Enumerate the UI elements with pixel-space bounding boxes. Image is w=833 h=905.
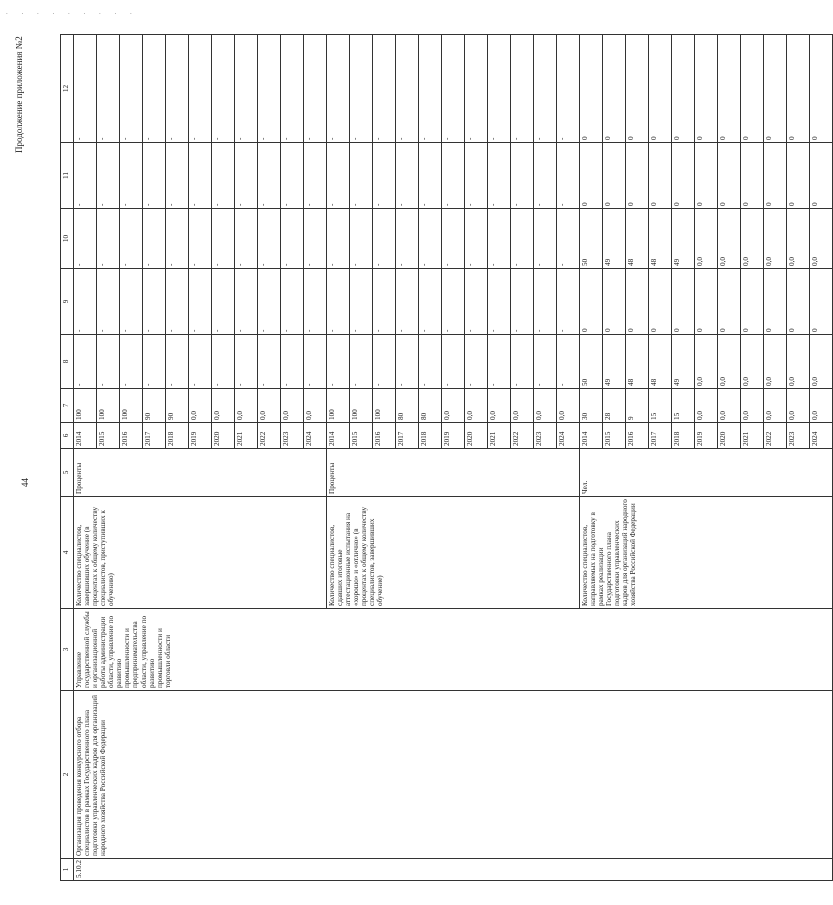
value-cell: - bbox=[189, 143, 212, 209]
year-cell: 2018 bbox=[419, 423, 442, 449]
value-cell: - bbox=[189, 335, 212, 389]
value-cell: 49 bbox=[603, 209, 626, 269]
year-cell: 2018 bbox=[672, 423, 695, 449]
year-cell: 2022 bbox=[511, 423, 534, 449]
value-cell: - bbox=[97, 143, 120, 209]
value-cell: - bbox=[557, 143, 580, 209]
value-cell: 0 bbox=[695, 35, 718, 143]
value-cell: 48 bbox=[649, 209, 672, 269]
value-cell: 0,0 bbox=[235, 389, 258, 423]
year-cell: 2021 bbox=[741, 423, 764, 449]
value-cell: - bbox=[212, 35, 235, 143]
value-cell: - bbox=[304, 143, 327, 209]
value-cell: 0 bbox=[672, 35, 695, 143]
value-cell: - bbox=[350, 269, 373, 335]
value-cell: - bbox=[557, 335, 580, 389]
value-cell: 0 bbox=[603, 143, 626, 209]
value-cell: - bbox=[327, 35, 350, 143]
value-cell: - bbox=[373, 143, 396, 209]
value-cell: - bbox=[258, 209, 281, 269]
value-cell: 100 bbox=[120, 389, 143, 423]
value-cell: 0 bbox=[764, 143, 787, 209]
value-cell: - bbox=[373, 335, 396, 389]
value-cell: - bbox=[396, 269, 419, 335]
year-cell: 2024 bbox=[304, 423, 327, 449]
value-cell: - bbox=[488, 35, 511, 143]
value-cell: 0 bbox=[741, 35, 764, 143]
value-cell: - bbox=[350, 335, 373, 389]
value-cell: 0 bbox=[626, 269, 649, 335]
year-cell: 2024 bbox=[557, 423, 580, 449]
value-cell: 0,0 bbox=[557, 389, 580, 423]
value-cell: 0,0 bbox=[741, 389, 764, 423]
value-cell: 80 bbox=[396, 389, 419, 423]
value-cell: - bbox=[235, 35, 258, 143]
year-cell: 2024 bbox=[810, 423, 833, 449]
value-cell: - bbox=[419, 143, 442, 209]
value-cell: - bbox=[442, 143, 465, 209]
year-cell: 2023 bbox=[787, 423, 810, 449]
value-cell: - bbox=[350, 143, 373, 209]
value-cell: - bbox=[327, 269, 350, 335]
year-cell: 2020 bbox=[465, 423, 488, 449]
value-cell: - bbox=[373, 35, 396, 143]
year-cell: 2023 bbox=[534, 423, 557, 449]
value-cell: - bbox=[74, 35, 97, 143]
value-cell: - bbox=[373, 209, 396, 269]
value-cell: - bbox=[166, 335, 189, 389]
year-cell: 2017 bbox=[649, 423, 672, 449]
value-cell: - bbox=[235, 335, 258, 389]
value-cell: - bbox=[465, 143, 488, 209]
value-cell: - bbox=[557, 209, 580, 269]
value-cell: - bbox=[166, 209, 189, 269]
value-cell: - bbox=[511, 35, 534, 143]
column-number: 3 bbox=[61, 609, 74, 691]
value-cell: - bbox=[534, 35, 557, 143]
year-cell: 2015 bbox=[97, 423, 120, 449]
value-cell: - bbox=[281, 335, 304, 389]
value-cell: 0 bbox=[672, 143, 695, 209]
year-cell: 2019 bbox=[442, 423, 465, 449]
value-cell: - bbox=[189, 269, 212, 335]
header-row bbox=[61, 35, 74, 881]
value-cell: 80 bbox=[419, 389, 442, 423]
value-cell: - bbox=[488, 335, 511, 389]
value-cell: - bbox=[534, 269, 557, 335]
year-cell: 2014 bbox=[74, 423, 97, 449]
value-cell: 0 bbox=[695, 269, 718, 335]
rotated-sheet bbox=[10, 10, 819, 895]
value-cell: - bbox=[189, 35, 212, 143]
year-cell: 2022 bbox=[764, 423, 787, 449]
year-cell: 2021 bbox=[235, 423, 258, 449]
value-cell: 0,0 bbox=[442, 389, 465, 423]
value-cell: 15 bbox=[649, 389, 672, 423]
value-cell: 0,0 bbox=[764, 389, 787, 423]
year-cell: 2019 bbox=[695, 423, 718, 449]
value-cell: - bbox=[120, 35, 143, 143]
value-cell: 0,0 bbox=[764, 209, 787, 269]
value-cell: 0 bbox=[580, 269, 603, 335]
value-cell: - bbox=[74, 209, 97, 269]
value-cell: - bbox=[235, 143, 258, 209]
value-cell: - bbox=[419, 209, 442, 269]
value-cell: - bbox=[419, 335, 442, 389]
column-number: 12 bbox=[61, 35, 74, 143]
value-cell: 0,0 bbox=[718, 335, 741, 389]
value-cell: - bbox=[350, 35, 373, 143]
value-cell: 100 bbox=[373, 389, 396, 423]
year-cell: 2023 bbox=[281, 423, 304, 449]
value-cell: - bbox=[557, 35, 580, 143]
value-cell: 0 bbox=[787, 143, 810, 209]
indicator-name: Количество специалистов, сдавших итоговые аттестационные испытания на «хорошо» и «отлично» (в процентах к общему количеству специалистов, завершивших обучение) bbox=[327, 497, 580, 609]
value-cell: 100 bbox=[327, 389, 350, 423]
value-cell: - bbox=[465, 209, 488, 269]
value-cell: 30 bbox=[580, 389, 603, 423]
value-cell: 90 bbox=[143, 389, 166, 423]
year-cell: 2021 bbox=[488, 423, 511, 449]
value-cell: - bbox=[488, 209, 511, 269]
value-cell: - bbox=[74, 143, 97, 209]
value-cell: 0,0 bbox=[511, 389, 534, 423]
row-number: 5.10.2 bbox=[74, 859, 833, 881]
column-number: 10 bbox=[61, 209, 74, 269]
value-cell: 0 bbox=[718, 269, 741, 335]
scan-artifact: . . . . . . . . . bbox=[6, 8, 138, 16]
value-cell: - bbox=[143, 209, 166, 269]
indicator-unit: Проценты bbox=[74, 449, 327, 497]
value-cell: - bbox=[120, 269, 143, 335]
value-cell: - bbox=[488, 269, 511, 335]
year-cell: 2014 bbox=[580, 423, 603, 449]
year-cell: 2019 bbox=[189, 423, 212, 449]
value-cell: - bbox=[304, 35, 327, 143]
value-cell: - bbox=[373, 269, 396, 335]
value-cell: 100 bbox=[97, 389, 120, 423]
year-cell: 2014 bbox=[327, 423, 350, 449]
value-cell: 0,0 bbox=[741, 209, 764, 269]
value-cell: - bbox=[327, 143, 350, 209]
value-cell: 0,0 bbox=[281, 389, 304, 423]
value-cell: - bbox=[396, 209, 419, 269]
value-cell: - bbox=[534, 143, 557, 209]
value-cell: 0 bbox=[580, 143, 603, 209]
column-number: 7 bbox=[61, 389, 74, 423]
value-cell: 0,0 bbox=[810, 389, 833, 423]
value-cell: 0,0 bbox=[810, 335, 833, 389]
value-cell: - bbox=[235, 209, 258, 269]
value-cell: 28 bbox=[603, 389, 626, 423]
value-cell: 49 bbox=[672, 335, 695, 389]
value-cell: - bbox=[304, 209, 327, 269]
value-cell: - bbox=[281, 209, 304, 269]
value-cell: - bbox=[281, 269, 304, 335]
year-cell: 2017 bbox=[143, 423, 166, 449]
table-row bbox=[74, 35, 97, 881]
value-cell: - bbox=[488, 143, 511, 209]
value-cell: - bbox=[143, 143, 166, 209]
value-cell: 0 bbox=[626, 143, 649, 209]
year-cell: 2017 bbox=[396, 423, 419, 449]
value-cell: 0,0 bbox=[695, 389, 718, 423]
value-cell: 48 bbox=[626, 209, 649, 269]
value-cell: 0,0 bbox=[810, 209, 833, 269]
value-cell: - bbox=[534, 335, 557, 389]
value-cell: 100 bbox=[74, 389, 97, 423]
value-cell: - bbox=[74, 335, 97, 389]
value-cell: - bbox=[235, 269, 258, 335]
value-cell: 0,0 bbox=[787, 335, 810, 389]
value-cell: - bbox=[74, 269, 97, 335]
value-cell: 0,0 bbox=[189, 389, 212, 423]
year-cell: 2020 bbox=[212, 423, 235, 449]
value-cell: - bbox=[465, 335, 488, 389]
value-cell: - bbox=[97, 35, 120, 143]
value-cell: - bbox=[350, 209, 373, 269]
value-cell: - bbox=[212, 335, 235, 389]
value-cell: - bbox=[166, 143, 189, 209]
value-cell: 50 bbox=[580, 209, 603, 269]
value-cell: - bbox=[442, 269, 465, 335]
value-cell: - bbox=[442, 35, 465, 143]
value-cell: 15 bbox=[672, 389, 695, 423]
value-cell: 0,0 bbox=[465, 389, 488, 423]
value-cell: 0,0 bbox=[764, 335, 787, 389]
value-cell: 0,0 bbox=[304, 389, 327, 423]
value-cell: 0,0 bbox=[488, 389, 511, 423]
value-cell: 0 bbox=[649, 35, 672, 143]
value-cell: 0 bbox=[580, 35, 603, 143]
value-cell: 0 bbox=[787, 35, 810, 143]
column-number: 9 bbox=[61, 269, 74, 335]
value-cell: - bbox=[120, 335, 143, 389]
year-cell: 2016 bbox=[626, 423, 649, 449]
year-cell: 2022 bbox=[258, 423, 281, 449]
value-cell: 0 bbox=[649, 269, 672, 335]
value-cell: - bbox=[304, 269, 327, 335]
year-cell: 2016 bbox=[120, 423, 143, 449]
value-cell: - bbox=[258, 335, 281, 389]
value-cell: - bbox=[97, 209, 120, 269]
value-cell: - bbox=[143, 35, 166, 143]
value-cell: - bbox=[419, 269, 442, 335]
value-cell: - bbox=[511, 335, 534, 389]
value-cell: - bbox=[120, 143, 143, 209]
value-cell: - bbox=[327, 209, 350, 269]
executor-name: Управление государственной службы и организационной работы администрации области, управление по развитию промышленности и предпринимательства области, управление по развитию промышленности и торговли области bbox=[74, 609, 833, 691]
value-cell: - bbox=[465, 269, 488, 335]
value-cell: 0 bbox=[787, 269, 810, 335]
column-number: 5 bbox=[61, 449, 74, 497]
value-cell: - bbox=[511, 269, 534, 335]
value-cell: - bbox=[511, 143, 534, 209]
value-cell: - bbox=[442, 209, 465, 269]
column-number: 11 bbox=[61, 143, 74, 209]
value-cell: - bbox=[212, 269, 235, 335]
year-cell: 2020 bbox=[718, 423, 741, 449]
indicators-table bbox=[60, 34, 833, 881]
value-cell: 49 bbox=[603, 335, 626, 389]
value-cell: - bbox=[212, 143, 235, 209]
indicator-name: Количество специалистов, завершивших обучение (в процентах к общему количеству специалистов, приступивших к обучению) bbox=[74, 497, 327, 609]
value-cell: 49 bbox=[672, 209, 695, 269]
value-cell: - bbox=[511, 209, 534, 269]
value-cell: 0 bbox=[764, 35, 787, 143]
year-cell: 2016 bbox=[373, 423, 396, 449]
column-number: 4 bbox=[61, 497, 74, 609]
column-number: 8 bbox=[61, 335, 74, 389]
value-cell: 0 bbox=[672, 269, 695, 335]
value-cell: - bbox=[281, 35, 304, 143]
value-cell: - bbox=[304, 335, 327, 389]
value-cell: - bbox=[557, 269, 580, 335]
value-cell: 0 bbox=[810, 35, 833, 143]
value-cell: 0,0 bbox=[787, 209, 810, 269]
value-cell: - bbox=[258, 35, 281, 143]
value-cell: - bbox=[396, 35, 419, 143]
value-cell: 0 bbox=[741, 269, 764, 335]
value-cell: - bbox=[396, 335, 419, 389]
column-number: 1 bbox=[61, 859, 74, 881]
value-cell: - bbox=[212, 209, 235, 269]
value-cell: 0,0 bbox=[212, 389, 235, 423]
value-cell: 0,0 bbox=[695, 335, 718, 389]
indicator-name: Количество специалистов, направляемых на подготовку в рамках реализации Государственного плана подготовки управленческих кадров для организаций народного хозяйства Российской Федерации bbox=[580, 497, 833, 609]
value-cell: - bbox=[465, 35, 488, 143]
value-cell: 0,0 bbox=[718, 209, 741, 269]
column-number: 6 bbox=[61, 423, 74, 449]
value-cell: 0 bbox=[810, 143, 833, 209]
value-cell: 90 bbox=[166, 389, 189, 423]
indicator-unit: Проценты bbox=[327, 449, 580, 497]
year-cell: 2015 bbox=[350, 423, 373, 449]
value-cell: - bbox=[396, 143, 419, 209]
value-cell: - bbox=[327, 335, 350, 389]
value-cell: 0,0 bbox=[534, 389, 557, 423]
value-cell: 0,0 bbox=[258, 389, 281, 423]
value-cell: - bbox=[442, 335, 465, 389]
value-cell: 0 bbox=[603, 269, 626, 335]
value-cell: - bbox=[258, 143, 281, 209]
value-cell: - bbox=[97, 269, 120, 335]
value-cell: - bbox=[281, 143, 304, 209]
value-cell: 0 bbox=[764, 269, 787, 335]
year-cell: 2015 bbox=[603, 423, 626, 449]
value-cell: 0 bbox=[718, 143, 741, 209]
value-cell: - bbox=[97, 335, 120, 389]
continuation-label: Продолжение приложения №2 bbox=[14, 36, 24, 153]
value-cell: 9 bbox=[626, 389, 649, 423]
value-cell: 48 bbox=[626, 335, 649, 389]
value-cell: 0 bbox=[695, 143, 718, 209]
value-cell: 0 bbox=[626, 35, 649, 143]
value-cell: 0 bbox=[741, 143, 764, 209]
value-cell: 0 bbox=[810, 269, 833, 335]
column-number: 2 bbox=[61, 691, 74, 859]
value-cell: 48 bbox=[649, 335, 672, 389]
value-cell: - bbox=[143, 335, 166, 389]
value-cell: 50 bbox=[580, 335, 603, 389]
value-cell: 0 bbox=[649, 143, 672, 209]
value-cell: 0,0 bbox=[741, 335, 764, 389]
value-cell: - bbox=[143, 269, 166, 335]
value-cell: - bbox=[534, 209, 557, 269]
value-cell: - bbox=[258, 269, 281, 335]
value-cell: 0,0 bbox=[787, 389, 810, 423]
value-cell: 100 bbox=[350, 389, 373, 423]
value-cell: 0,0 bbox=[718, 389, 741, 423]
value-cell: 0 bbox=[718, 35, 741, 143]
value-cell: - bbox=[166, 35, 189, 143]
value-cell: 0,0 bbox=[695, 209, 718, 269]
year-cell: 2018 bbox=[166, 423, 189, 449]
measure-name: Организация проведения конкурсного отбора специалистов в рамках Государственного плана подготовки управленческих кадров для организаций народного хозяйства Российской Федерации bbox=[74, 691, 833, 859]
value-cell: - bbox=[419, 35, 442, 143]
value-cell: 0 bbox=[603, 35, 626, 143]
value-cell: - bbox=[189, 209, 212, 269]
value-cell: - bbox=[120, 209, 143, 269]
indicator-unit: Чел. bbox=[580, 449, 833, 497]
page-number: 44 bbox=[20, 478, 30, 487]
value-cell: - bbox=[166, 269, 189, 335]
